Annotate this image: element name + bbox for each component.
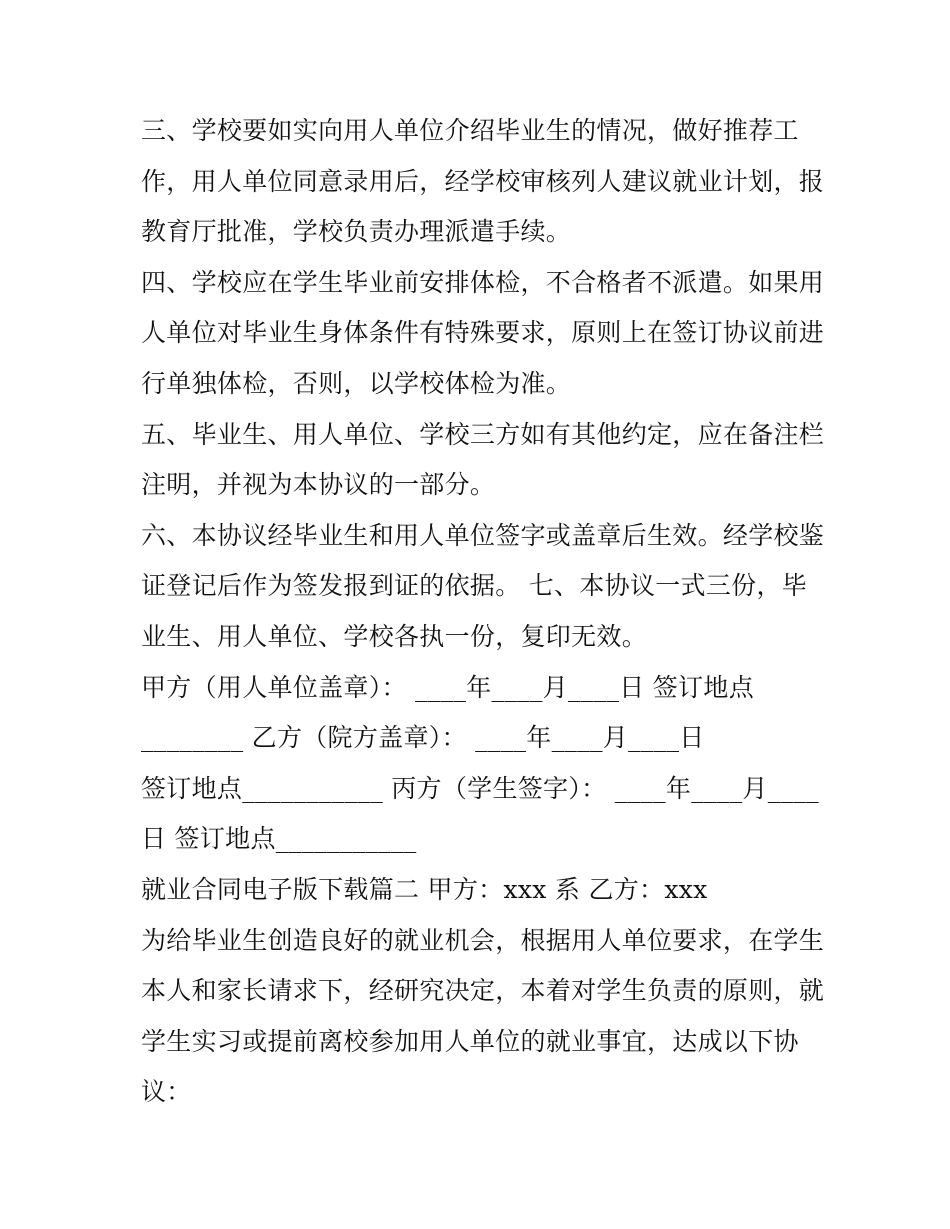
text-line: 学生实习或提前离校参加用人单位的就业事宜，达成以下协 bbox=[141, 1026, 799, 1056]
document-body bbox=[141, 106, 825, 1118]
section-heading: 就业合同电子版下载篇二 甲方：xxx 系 乙方：xxx bbox=[141, 874, 708, 904]
text-line: 注明，并视为本协议的一部分。 bbox=[141, 470, 496, 500]
text-line: 六、本协议经毕业生和用人单位签字或盖章后生效。经学校鉴 bbox=[141, 520, 825, 550]
signature-line-party-a: 甲方（用人单位盖章）： ____年____月____日 签订地点 bbox=[141, 672, 754, 702]
signature-line-party-b: ________ 乙方（院方盖章）： ____年____月____日 bbox=[141, 723, 705, 753]
text-line: 三、学校要如实向用人单位介绍毕业生的情况，做好推荐工 bbox=[141, 116, 799, 145]
text-line: 人单位对毕业生身体条件有特殊要求，原则上在签订协议前进 bbox=[141, 318, 825, 348]
text-line: 作，用人单位同意录用后，经学校审核列人建议就业计划，报 bbox=[141, 166, 825, 196]
text-line: 五、毕业生、用人单位、学校三方如有其他约定，应在备注栏 bbox=[141, 419, 825, 449]
text-line: 本人和家长请求下，经研究决定，本着对学生负责的原则，就 bbox=[141, 976, 825, 1006]
signature-line-party-c: 签订地点___________ 丙方（学生签字）： ____年____月____ bbox=[141, 773, 819, 803]
text-line: 议： bbox=[141, 1077, 192, 1107]
text-line: 证登记后作为签发报到证的依据。 七、本协议一式三份，毕 bbox=[141, 571, 808, 601]
text-line: 业生、用人单位、学校各执一份，复印无效。 bbox=[141, 621, 648, 651]
signature-line-location: 日 签订地点___________ bbox=[141, 824, 417, 854]
text-line: 四、学校应在学生毕业前安排体检，不合格者不派遣。如果用 bbox=[141, 267, 825, 297]
text-line: 为给毕业生创造良好的就业机会，根据用人单位要求，在学生 bbox=[141, 925, 825, 955]
text-line: 行单独体检，否则，以学校体检为准。 bbox=[141, 368, 572, 398]
text-line: 教育厅批准，学校负责办理派遣手续。 bbox=[141, 217, 572, 247]
